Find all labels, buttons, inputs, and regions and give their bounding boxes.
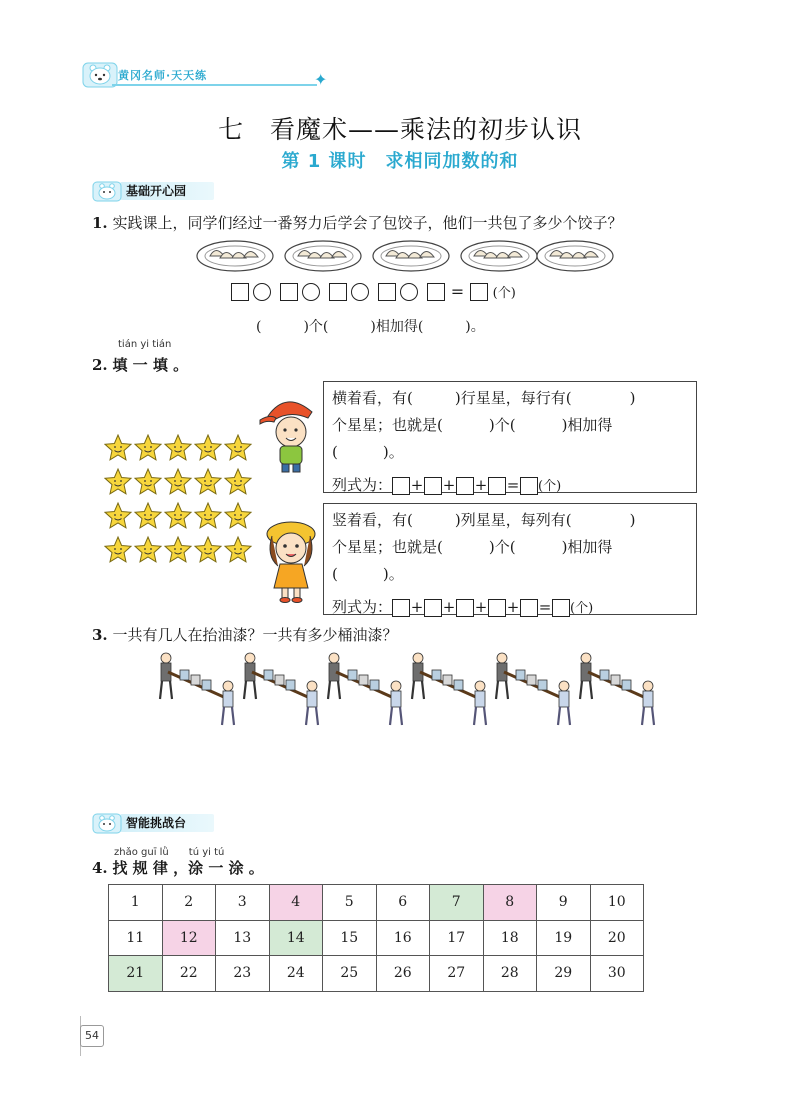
box-text: )相加得 [561, 416, 613, 434]
question-text: 找 规 律 ，涂 一 涂 。 [112, 859, 264, 877]
operator-circle[interactable] [302, 283, 320, 301]
grid-cell[interactable]: 4 [269, 885, 323, 921]
dumpling-plate-icon [460, 236, 538, 272]
box-row [332, 534, 688, 561]
section-badge-challenge [92, 812, 222, 834]
answer-box[interactable] [231, 283, 249, 301]
plus-sign: + [474, 598, 488, 616]
question-2 [92, 354, 188, 375]
answer-box[interactable] [427, 283, 445, 301]
box-row [332, 385, 688, 412]
grid-cell[interactable]: 27 [430, 956, 484, 992]
grid-cell[interactable]: 9 [537, 885, 591, 921]
grid-cell[interactable]: 25 [323, 956, 377, 992]
plus-sign: + [442, 598, 456, 616]
grid-cell[interactable]: 16 [376, 920, 430, 956]
page-number: 54 [80, 1025, 104, 1047]
plus-sign: + [410, 598, 424, 616]
grid-cell[interactable]: 13 [216, 920, 270, 956]
grid-cell[interactable]: 21 [109, 956, 163, 992]
answer-box[interactable] [392, 477, 410, 495]
header-rule [112, 84, 317, 86]
dumpling-plate-icon [196, 236, 274, 272]
box-text: 横着看，有( [332, 389, 413, 407]
pinyin-annotation: tián yi tián [118, 339, 172, 350]
dumpling-plate-icon [372, 236, 450, 272]
answer-box[interactable] [456, 599, 474, 617]
bear-icon [92, 812, 124, 834]
chapter-title: 七 看魔术——乘法的初步认识 [217, 115, 582, 144]
question-number: 3. [92, 626, 108, 644]
answer-box[interactable] [488, 477, 506, 495]
paint-carriers [158, 650, 663, 730]
grid-row [109, 885, 644, 921]
star-grid [104, 434, 256, 566]
grid-cell[interactable]: 15 [323, 920, 377, 956]
grid-cell[interactable]: 3 [216, 885, 270, 921]
grid-cell[interactable]: 12 [162, 920, 216, 956]
unit-label: (个) [492, 286, 516, 301]
box-row: ( )。 [332, 443, 404, 461]
formula-row [332, 472, 688, 500]
answer-box[interactable] [424, 599, 442, 617]
section-badge-basic [92, 180, 222, 202]
box-text: 个星星；也就是( [332, 538, 443, 556]
grid-cell[interactable]: 19 [537, 920, 591, 956]
unit-label: (个) [538, 479, 562, 494]
answer-box[interactable] [456, 477, 474, 495]
grid-cell[interactable]: 10 [590, 885, 644, 921]
horizontal-view-box [323, 381, 697, 493]
question-1 [92, 212, 622, 233]
carrier-pair-icon [580, 653, 654, 725]
boy-illustration [258, 390, 320, 476]
grid-cell[interactable]: 8 [483, 885, 537, 921]
sparkle-icon: ✦ [314, 70, 328, 89]
box-text: ) [629, 389, 636, 407]
box-text: )行星星，每行有( [454, 389, 572, 407]
unit-label: (个) [570, 601, 594, 616]
question-text: 填 一 填 。 [112, 356, 189, 374]
grid-cell[interactable]: 18 [483, 920, 537, 956]
grid-cell[interactable]: 24 [269, 956, 323, 992]
grid-cell[interactable]: 28 [483, 956, 537, 992]
plus-sign: + [410, 476, 424, 494]
question-number: 2. [92, 356, 108, 374]
box-text: )相加得 [561, 538, 613, 556]
star-icon [105, 503, 251, 528]
grid-cell[interactable]: 7 [430, 885, 484, 921]
carrier-pair-icon [328, 653, 402, 725]
question-number: 1. [92, 214, 108, 232]
grid-cell[interactable]: 23 [216, 956, 270, 992]
answer-box[interactable] [552, 599, 570, 617]
lesson-title: 第 1 课时 求相同加数的和 [281, 151, 519, 172]
plus-sign: + [474, 476, 488, 494]
operator-circle[interactable] [253, 283, 271, 301]
answer-box[interactable] [520, 477, 538, 495]
box-text: ) [629, 511, 636, 529]
plus-sign: + [442, 476, 456, 494]
star-icon [105, 537, 251, 562]
grid-cell[interactable]: 1 [109, 885, 163, 921]
vertical-view-box [323, 503, 697, 615]
carrier-pair-icon [160, 653, 234, 725]
carrier-pair-icon [496, 653, 570, 725]
grid-cell[interactable]: 6 [376, 885, 430, 921]
dumpling-plates [196, 236, 616, 276]
number-grid [108, 884, 644, 992]
answer-box[interactable] [520, 599, 538, 617]
box-text: )个( [488, 416, 516, 434]
q1-fill-line: ( )个( )相加得( )。 [256, 319, 485, 335]
question-number: 4. [92, 859, 108, 877]
box-text: )列星星，每列有( [454, 511, 572, 529]
grid-row [109, 956, 644, 992]
grid-cell[interactable]: 17 [430, 920, 484, 956]
question-4 [92, 857, 264, 878]
box-text: 个星星；也就是( [332, 416, 443, 434]
bear-icon [92, 180, 124, 202]
carrier-pair-icon [244, 653, 318, 725]
girl-illustration [260, 512, 322, 604]
grid-cell[interactable]: 5 [323, 885, 377, 921]
equals-sign: = [506, 476, 520, 494]
equals-sign: = [450, 282, 465, 301]
answer-box[interactable] [392, 599, 410, 617]
equals-sign: = [538, 598, 552, 616]
grid-cell[interactable]: 14 [269, 920, 323, 956]
box-text: )个( [488, 538, 516, 556]
formula-row [332, 594, 688, 622]
grid-cell[interactable]: 22 [162, 956, 216, 992]
answer-box[interactable] [280, 283, 298, 301]
answer-box[interactable] [424, 477, 442, 495]
section-label: 智能挑战台 [126, 816, 187, 830]
pinyin-annotation: zhǎo guī lǜ tú yi tú [114, 847, 225, 858]
grid-cell[interactable]: 2 [162, 885, 216, 921]
grid-row [109, 920, 644, 956]
box-row [332, 412, 688, 439]
box-row [332, 507, 688, 534]
section-label: 基础开心园 [126, 184, 187, 198]
answer-box[interactable] [470, 283, 488, 301]
plus-sign: + [506, 598, 520, 616]
grid-cell[interactable]: 11 [109, 920, 163, 956]
answer-box[interactable] [378, 283, 396, 301]
operator-circle[interactable] [400, 283, 418, 301]
grid-cell[interactable]: 30 [590, 956, 644, 992]
grid-cell[interactable]: 29 [537, 956, 591, 992]
carrier-pair-icon [412, 653, 486, 725]
box-row: ( )。 [332, 565, 404, 583]
answer-box[interactable] [488, 599, 506, 617]
operator-circle[interactable] [351, 283, 369, 301]
formula-label: 列式为： [332, 476, 393, 494]
series-badge [82, 60, 328, 90]
dumpling-plate-icon [536, 236, 614, 272]
question-text: 实践课上，同学们经过一番努力后学会了包饺子，他们一共包了多少个饺子？ [112, 214, 623, 232]
box-text: 竖着看，有( [332, 511, 413, 529]
dumpling-plate-icon [284, 236, 362, 272]
formula-label: 列式为： [332, 598, 393, 616]
grid-cell[interactable]: 26 [376, 956, 430, 992]
series-label: 黄冈名师·天天练 [118, 69, 208, 82]
q1-equation [231, 281, 516, 301]
answer-box[interactable] [329, 283, 347, 301]
star-icon [105, 435, 251, 460]
star-icon [105, 469, 251, 494]
grid-cell[interactable]: 20 [590, 920, 644, 956]
question-text: 一共有几人在抬油漆？一共有多少桶油漆？ [112, 626, 398, 644]
question-3 [92, 624, 397, 645]
